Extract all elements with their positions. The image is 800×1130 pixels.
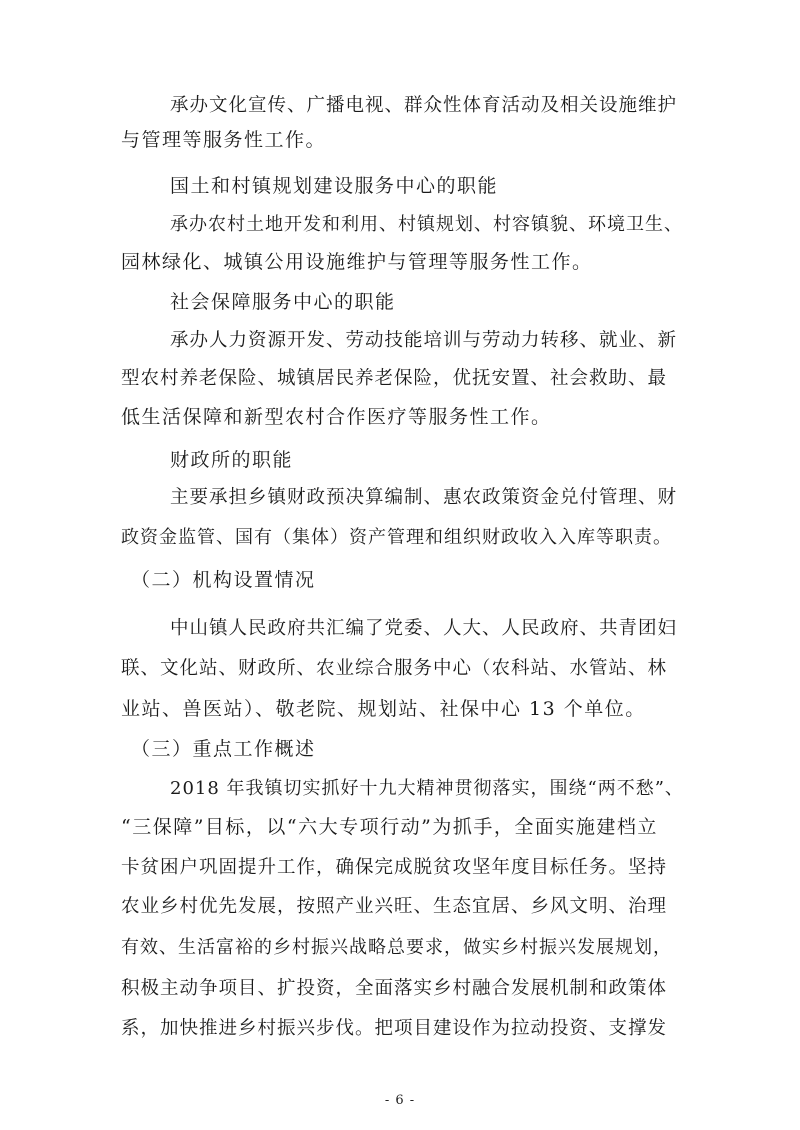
section-heading: 国土和村镇规划建设服务中心的职能 (170, 175, 499, 197)
body-line: 主要承担乡镇财政预决算编制、惠农政策资金兑付管理、财 (170, 487, 678, 508)
section-heading: （二）机构设置情况 (131, 569, 316, 591)
body-line: “三保障”目标，以“六大专项行动”为抓手，全面实施建档立 (121, 816, 658, 838)
body-line: 中山镇人民政府共汇编了党委、人大、人民政府、共青团妇 (170, 618, 678, 639)
body-line: 积极主动争项目、扩投资，全面落实乡村融合发展机制和政策体 (121, 978, 668, 999)
body-line: 承办人力资源开发、劳动技能培训与劳动力转移、就业、新 (170, 330, 678, 351)
body-line: 园林绿化、城镇公用设施维护与管理等服务性工作。 (121, 251, 593, 273)
body-line: 政资金监管、国有（集体）资产管理和组织财政收入入库等职责。 (121, 527, 672, 548)
page-number: - 6 - (384, 1093, 416, 1108)
body-line: 农业乡村优先发展，按照产业兴旺、生态宜居、乡风文明、治理 (121, 896, 668, 917)
section-heading: 财政所的职能 (170, 449, 294, 471)
body-line: 联、文化站、财政所、农业综合服务中心（农科站、水管站、林 (121, 658, 668, 679)
body-line: 低生活保障和新型农村合作医疗等服务性工作。 (121, 406, 552, 428)
section-heading: 社会保障服务中心的职能 (170, 291, 396, 313)
body-line: 承办文化宣传、广播电视、群众性体育活动及相关设施维护 (170, 95, 678, 116)
body-line: 承办农村土地开发和利用、村镇规划、村容镇貌、环境卫生、 (170, 214, 683, 235)
body-line: 型农村养老保险、城镇居民养老保险，优抚安置、社会救助、最 (121, 368, 668, 389)
body-line: 有效、生活富裕的乡村振兴战略总要求，做实乡村振兴发展规划， (121, 937, 672, 958)
body-line: 与管理等服务性工作。 (121, 129, 327, 151)
section-heading: （三）重点工作概述 (131, 738, 316, 760)
body-line: 2018 年我镇切实抓好十九大精神贯彻落实，围绕“两不愁”、 (170, 778, 684, 799)
body-line: 卡贫困户巩固提升工作，确保完成脱贫攻坚年度目标任务。坚持 (121, 857, 668, 878)
body-line: 业站、兽医站）、敬老院、规划站、社保中心 13 个单位。 (121, 698, 646, 720)
body-line: 系，加快推进乡村振兴步伐。把项目建设作为拉动投资、支撑发 (121, 1018, 668, 1039)
